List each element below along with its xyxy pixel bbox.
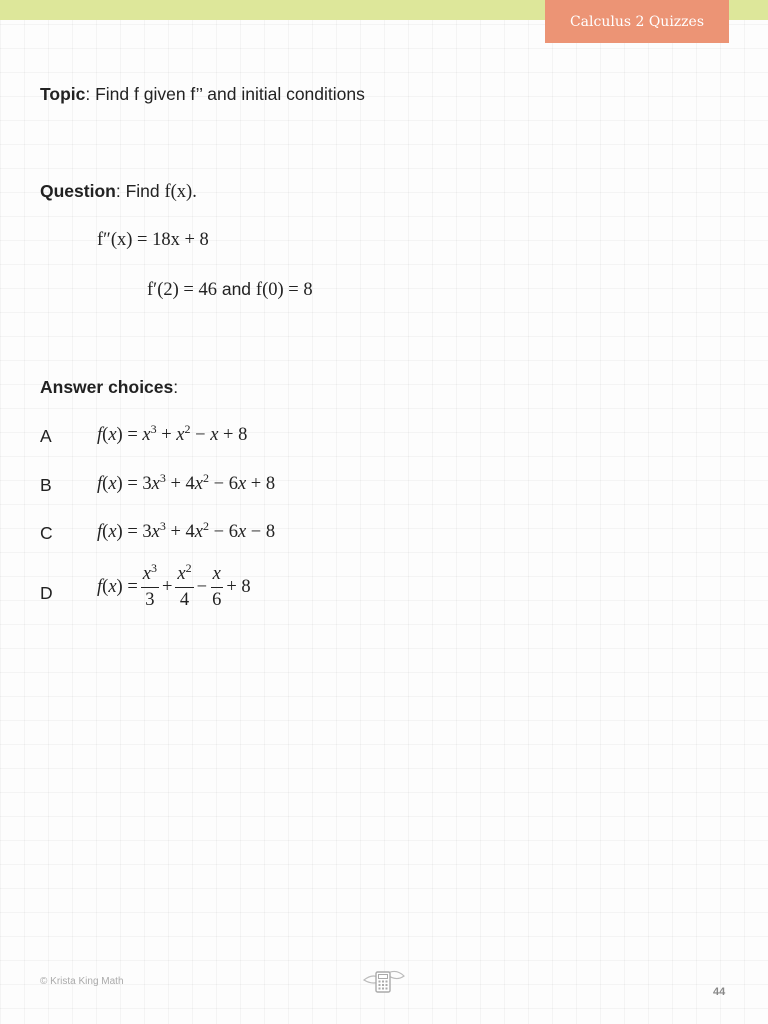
answer-choices-colon: : bbox=[173, 377, 179, 397]
question-prefix: : Find bbox=[115, 181, 165, 201]
question-fx: f(x). bbox=[164, 182, 197, 202]
choice-c-letter[interactable]: C bbox=[40, 523, 53, 543]
choice-a-letter[interactable]: A bbox=[40, 426, 52, 446]
footer-copyright: © Krista King Math bbox=[40, 976, 124, 987]
choice-b-letter[interactable]: B bbox=[40, 475, 52, 495]
calculator-leaf-logo-icon bbox=[360, 966, 408, 1000]
topic-label: Topic bbox=[40, 84, 86, 104]
choice-c-expression[interactable]: $f(x) = 3x^3 + 4x^2 - 6x - 8$ bbox=[97, 519, 276, 542]
choice-d-letter[interactable]: D bbox=[40, 583, 53, 603]
choice-a-expression[interactable]: $f(x) = x^3 + x^2 - x + 8$ bbox=[97, 422, 248, 445]
given-second-derivative: f″(x) = 18x + 8 bbox=[97, 230, 209, 250]
header-tab: Calculus 2 Quizzes bbox=[545, 0, 729, 43]
answer-choices-label: Answer choices bbox=[40, 377, 174, 397]
initial-condition-derivative: f′(2) = 46 bbox=[147, 280, 217, 300]
answer-choices-heading bbox=[40, 377, 178, 398]
question-line bbox=[40, 181, 197, 203]
choice-b-expression[interactable]: $f(x) = 3x^3 + 4x^2 - 6x + 8$ bbox=[97, 471, 276, 494]
topic-line bbox=[40, 84, 365, 105]
initial-condition-value: f(0) = 8 bbox=[255, 280, 313, 300]
topic-text: : Find f given f’’ and initial conditions bbox=[85, 84, 365, 104]
question-label: Question bbox=[40, 181, 116, 201]
initial-conditions bbox=[147, 279, 313, 301]
page-number: 44 bbox=[713, 986, 726, 998]
initial-condition-and: and bbox=[216, 279, 256, 299]
choice-d-expression[interactable]: f(x) = $\frac{x^3}{3}$ + $\frac{x^2}{4}$ − $\frac{x}{6}$ + 8 bbox=[97, 561, 251, 610]
